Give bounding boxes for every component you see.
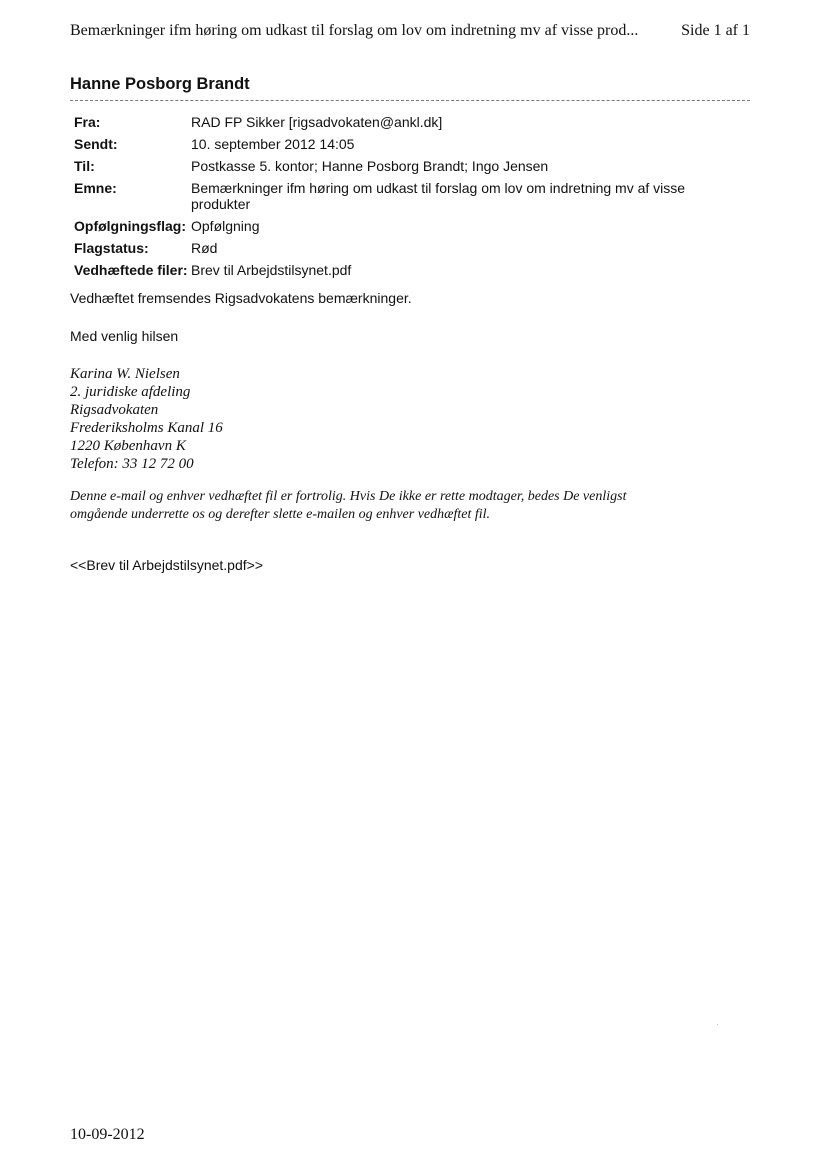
meta-label: Emne:: [74, 180, 117, 196]
signature-department: 2. juridiske afdeling: [70, 384, 191, 400]
meta-value-flag-status: Rød: [191, 240, 218, 256]
signature-phone: Telefon: 33 12 72 00: [70, 456, 194, 472]
page-number: Side 1 af 1: [681, 22, 750, 39]
meta-value-sent: 10. september 2012 14:05: [191, 136, 355, 152]
confidentiality-disclaimer: [70, 488, 750, 523]
meta-label: Til:: [74, 158, 95, 174]
meta-value-to: Postkasse 5. kontor; Hanne Posborg Brandt; Ingo Jensen: [191, 158, 549, 174]
signature-name: Karina W. Nielsen: [70, 366, 180, 382]
meta-row-attachments: [74, 262, 734, 278]
signature-block: [70, 365, 223, 473]
meta-value-followup-flag: Opfølgning: [191, 218, 260, 234]
body-intro: Vedhæftet fremsendes Rigsadvokatens bemærkninger.: [70, 290, 412, 306]
meta-label: Sendt:: [74, 136, 118, 152]
mailbox-owner-name: Hanne Posborg Brandt: [70, 75, 250, 93]
signature-city: 1220 København K: [70, 438, 186, 454]
signature-organization: Rigsadvokaten: [70, 402, 159, 418]
meta-value-subject: Bemærkninger ifm høring om udkast til forslag om lov om indretning mv af visse produkter: [191, 180, 686, 212]
meta-row-flag-status: [74, 240, 734, 256]
page-header-title: Bemærkninger ifm høring om udkast til forslag om lov om indretning mv af visse prod...: [70, 22, 639, 39]
meta-label: Vedhæftede filer:: [74, 262, 188, 278]
meta-label: Fra:: [74, 114, 101, 130]
signature-street: Frederiksholms Kanal 16: [70, 420, 223, 436]
meta-row-to: [74, 158, 734, 174]
header-divider: [70, 100, 750, 101]
disclaimer-line-1: Denne e-mail og enhver vedhæftet fil er fortrolig. Hvis De ikke er rette modtager, bedes De venligst: [70, 489, 627, 504]
meta-label: Flagstatus:: [74, 240, 149, 256]
body-greeting: Med venlig hilsen: [70, 328, 179, 344]
footer-print-date: 10-09-2012: [70, 1126, 145, 1143]
meta-row-subject: [74, 180, 734, 212]
meta-row-followup-flag: [74, 218, 734, 234]
scan-speck: [717, 1024, 718, 1025]
meta-value-from: RAD FP Sikker [rigsadvokaten@ankl.dk]: [191, 114, 443, 130]
email-metadata: [74, 114, 734, 284]
meta-row-sent: [74, 136, 734, 152]
meta-label: Opfølgningsflag:: [74, 218, 186, 234]
attachment-reference: <<Brev til Arbejdstilsynet.pdf>>: [70, 557, 263, 573]
disclaimer-line-2: omgående underrette os og derefter slette e-mailen og enhver vedhæftet fil.: [70, 506, 491, 522]
meta-value-attachments: Brev til Arbejdstilsynet.pdf: [191, 262, 352, 278]
meta-row-from: [74, 114, 734, 130]
